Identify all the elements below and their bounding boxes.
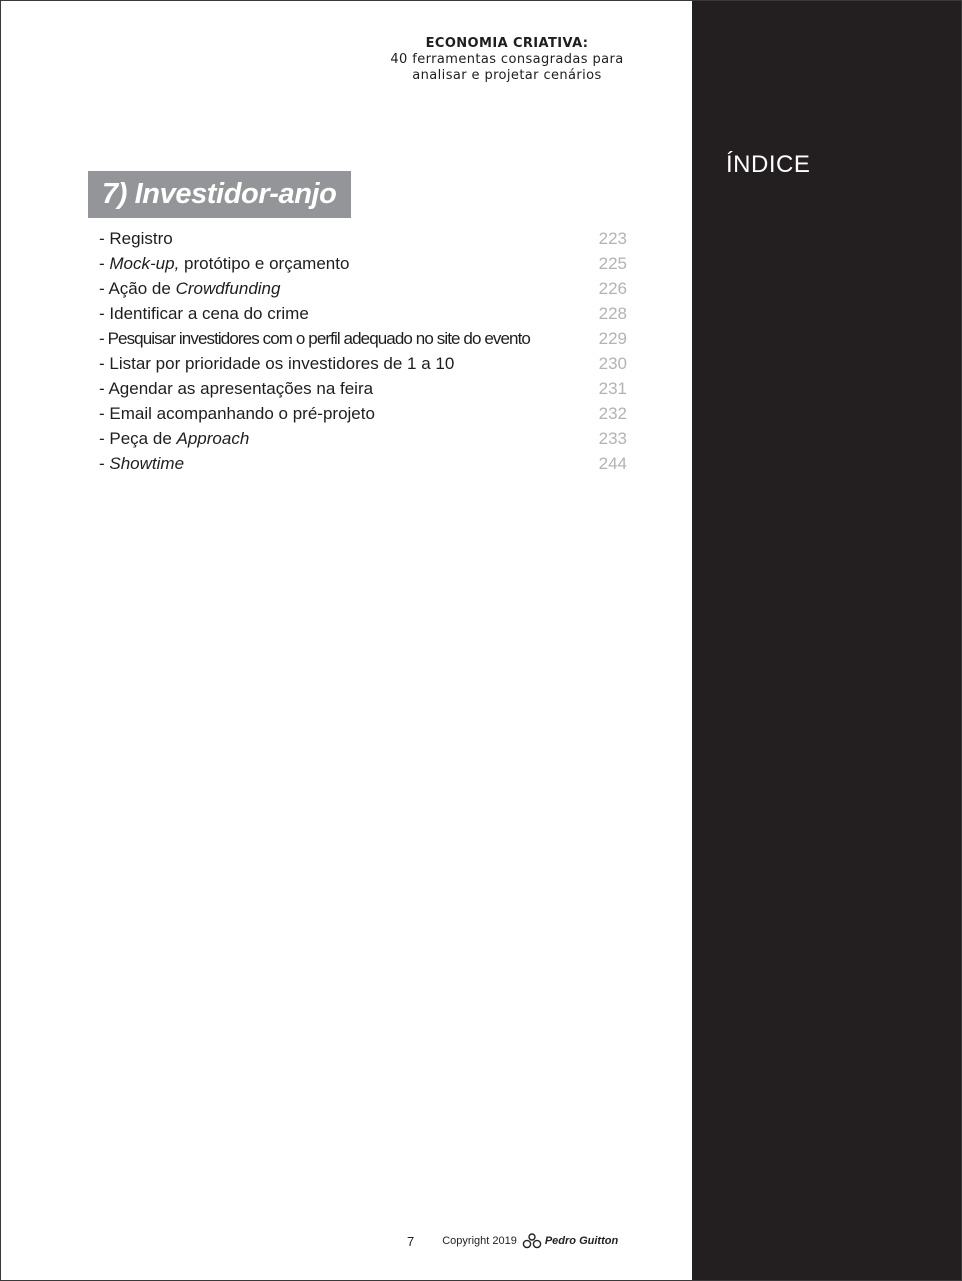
pg-logo-icon bbox=[521, 1233, 543, 1249]
toc-entry-mockup[interactable] bbox=[99, 251, 629, 276]
toc-entry-text: - Pesquisar investidores com o perfil adequado no site do evento bbox=[99, 329, 530, 348]
toc-entry-registro[interactable] bbox=[99, 226, 629, 251]
toc-entry-text: - Email acompanhando o pré-projeto bbox=[99, 404, 375, 423]
toc-page-number: 229 bbox=[598, 329, 627, 348]
toc-entry-approach[interactable] bbox=[99, 426, 629, 451]
toc-entry-text: - Showtime bbox=[99, 454, 185, 473]
section-title: 7) Investidor-anjo bbox=[102, 178, 337, 210]
toc-entry-cena-do-crime[interactable] bbox=[99, 301, 629, 326]
book-subtitle-line-1: 40 ferramentas consagradas para bbox=[390, 52, 624, 67]
toc-page-number: 233 bbox=[598, 429, 627, 448]
toc-entry-text: - Agendar as apresentações na feira bbox=[99, 379, 374, 398]
toc-page-number: 226 bbox=[598, 279, 627, 298]
toc-entry-text: - Identificar a cena do crime bbox=[99, 304, 309, 323]
toc-entry-crowdfunding[interactable] bbox=[99, 276, 629, 301]
book-header bbox=[361, 36, 653, 84]
book-title: ECONOMIA CRIATIVA: bbox=[425, 36, 589, 51]
page-number: 7 bbox=[407, 1233, 415, 1249]
copyright-text: Copyright 2019 bbox=[442, 1235, 517, 1247]
section-heading bbox=[88, 171, 351, 218]
toc-page-number: 225 bbox=[598, 254, 627, 273]
toc-entry-email[interactable] bbox=[99, 401, 629, 426]
toc-entry-text: - Registro bbox=[99, 229, 173, 248]
toc-entry-pesquisar-investidores[interactable] bbox=[99, 326, 629, 351]
toc-page-number: 228 bbox=[598, 304, 627, 323]
toc-page-number: 244 bbox=[598, 454, 627, 473]
toc-entry-listar-prioridade[interactable] bbox=[99, 351, 629, 376]
index-side-panel bbox=[692, 1, 961, 1280]
toc-page-number: 230 bbox=[598, 354, 627, 373]
toc-entry-text: - Ação de Crowdfunding bbox=[99, 279, 281, 298]
toc-entry-showtime[interactable] bbox=[99, 451, 629, 476]
toc-page-number: 223 bbox=[598, 229, 627, 248]
book-subtitle-line-2: analisar e projetar cenários bbox=[412, 68, 602, 83]
toc-entry-text: - Listar por prioridade os investidores de 1 a 10 bbox=[99, 354, 455, 373]
author-name: Pedro Guitton bbox=[544, 1235, 619, 1247]
page-footer bbox=[407, 1233, 618, 1249]
toc-entry-agendar-apresentacoes[interactable] bbox=[99, 376, 629, 401]
index-title: ÍNDICE bbox=[726, 151, 811, 178]
toc-page-number: 231 bbox=[598, 379, 627, 398]
toc-entry-text: - Mock-up, protótipo e orçamento bbox=[99, 254, 350, 273]
toc-entry-text: - Peça de Approach bbox=[99, 429, 250, 448]
table-of-contents bbox=[99, 226, 629, 476]
toc-page-number: 232 bbox=[598, 404, 627, 423]
